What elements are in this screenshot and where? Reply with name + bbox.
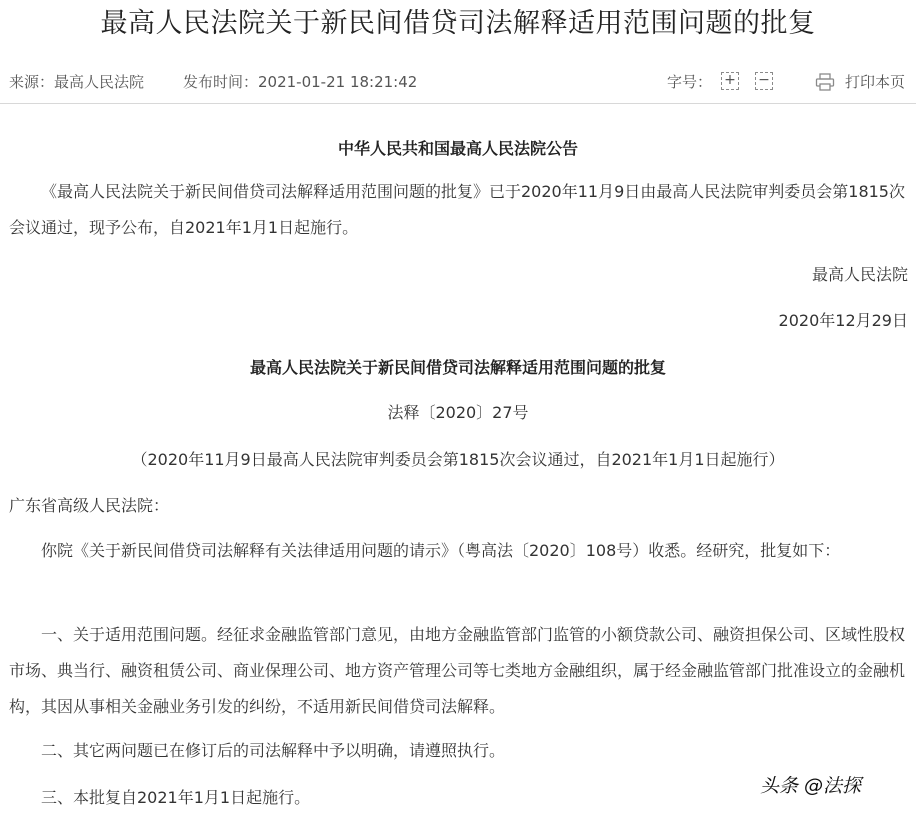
reply-item-2: 二、其它两问题已在修订后的司法解释中予以明确，请遵照执行。 xyxy=(41,741,506,760)
adoption-note: （2020年11月9日最高人民法院审判委员会第1815次会议通过，自2021年1月1日起施行） xyxy=(131,450,785,469)
font-increase-button[interactable]: + xyxy=(721,72,739,90)
reply-item-3: 三、本批复自2021年1月1日起施行。 xyxy=(41,788,311,807)
watermark-text: 头条 @法探 xyxy=(760,775,862,797)
addressee: 广东省高级人民法院： xyxy=(9,496,170,515)
reply-title: 最高人民法院关于新民间借贷司法解释适用范围问题的批复 xyxy=(249,358,666,377)
page-title: 最高人民法院关于新民间借贷司法解释适用范围问题的批复 xyxy=(100,8,816,39)
source-label: 来源：最高人民法院 xyxy=(9,73,145,91)
header-divider xyxy=(0,103,916,104)
document-number: 法释〔2020〕27号 xyxy=(387,403,529,422)
printer-icon xyxy=(815,73,835,91)
publish-time: 发布时间：2021-01-21 18:21:42 xyxy=(183,73,418,91)
font-size-label: 字号： xyxy=(667,73,713,91)
announcement-date: 2020年12月29日 xyxy=(778,311,908,330)
font-decrease-button[interactable]: − xyxy=(755,72,773,90)
print-label: 打印本页 xyxy=(845,73,906,91)
announcement-heading: 中华人民共和国最高人民法院公告 xyxy=(337,139,578,158)
announcement-signer: 最高人民法院 xyxy=(811,265,908,284)
reply-intro: 你院《关于新民间借贷司法解释有关法律适用问题的请示》（粤高法〔2020〕108号）收悉。经研究，批复如下： xyxy=(41,541,841,560)
article-meta xyxy=(9,70,907,94)
reply-item-1: 一、关于适用范围问题。经征求金融监管部门意见，由地方金融监管部门监管的小额贷款公司、融资担保公司、区域性股权市场、典当行、融资租赁公司、商业保理公司、地方资产管理公司等七类地方金融组织，属于经金融监管部门批准设立的金融机构，其因从事相关金融业务引发的纠纷，不适用新民间借贷司法解释。 xyxy=(9,625,906,716)
announcement-text: 《最高人民法院关于新民间借贷司法解释适用范围问题的批复》已于2020年11月9日由最高人民法院审判委员会第1815次会议通过，现予公布，自2021年1月1日起施行。 xyxy=(9,182,905,237)
